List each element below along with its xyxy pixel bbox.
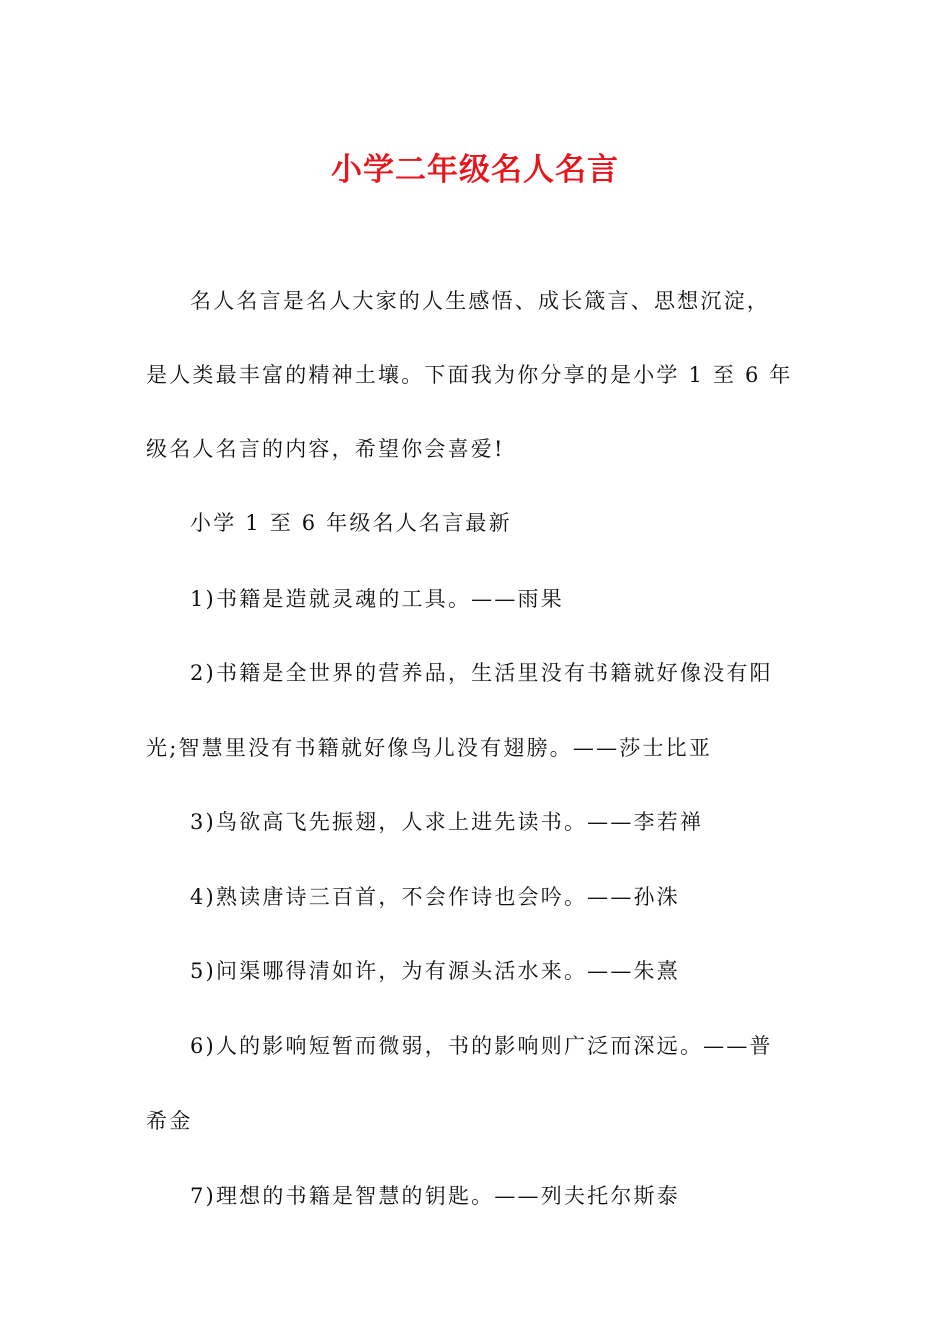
- body-line: 是人类最丰富的精神土壤。下面我为你分享的是小学 1 至 6 年: [146, 363, 793, 387]
- quote-item: 2)书籍是全世界的营养品，生活里没有书籍就好像没有阳: [190, 661, 773, 685]
- quote-item: 3)鸟欲高飞先振翅，人求上进先读书。——李若禅: [190, 810, 704, 834]
- quote-item: 5)问渠哪得清如许，为有源头活水来。——朱熹: [190, 959, 680, 983]
- quote-item: 4)熟读唐诗三百首，不会作诗也会吟。——孙洙: [190, 885, 680, 909]
- quote-item-continued: 希金: [146, 1109, 193, 1133]
- quote-item: 7)理想的书籍是智慧的钥匙。——列夫托尔斯泰: [190, 1184, 680, 1208]
- quote-item: 6)人的影响短暂而微弱，书的影响则广泛而深远。——普: [190, 1034, 773, 1058]
- section-heading: 小学 1 至 6 年级名人名言最新: [190, 511, 512, 535]
- document-title: 小学二年级名人名言: [331, 152, 619, 188]
- body-line: 级名人名言的内容，希望你会喜爱!: [146, 437, 505, 461]
- quote-item: 1)书籍是造就灵魂的工具。——雨果: [190, 587, 564, 611]
- quote-item-continued: 光;智慧里没有书籍就好像鸟儿没有翅膀。——莎士比亚: [146, 736, 713, 760]
- body-line: 名人名言是名人大家的人生感悟、成长箴言、思想沉淀，: [190, 289, 770, 313]
